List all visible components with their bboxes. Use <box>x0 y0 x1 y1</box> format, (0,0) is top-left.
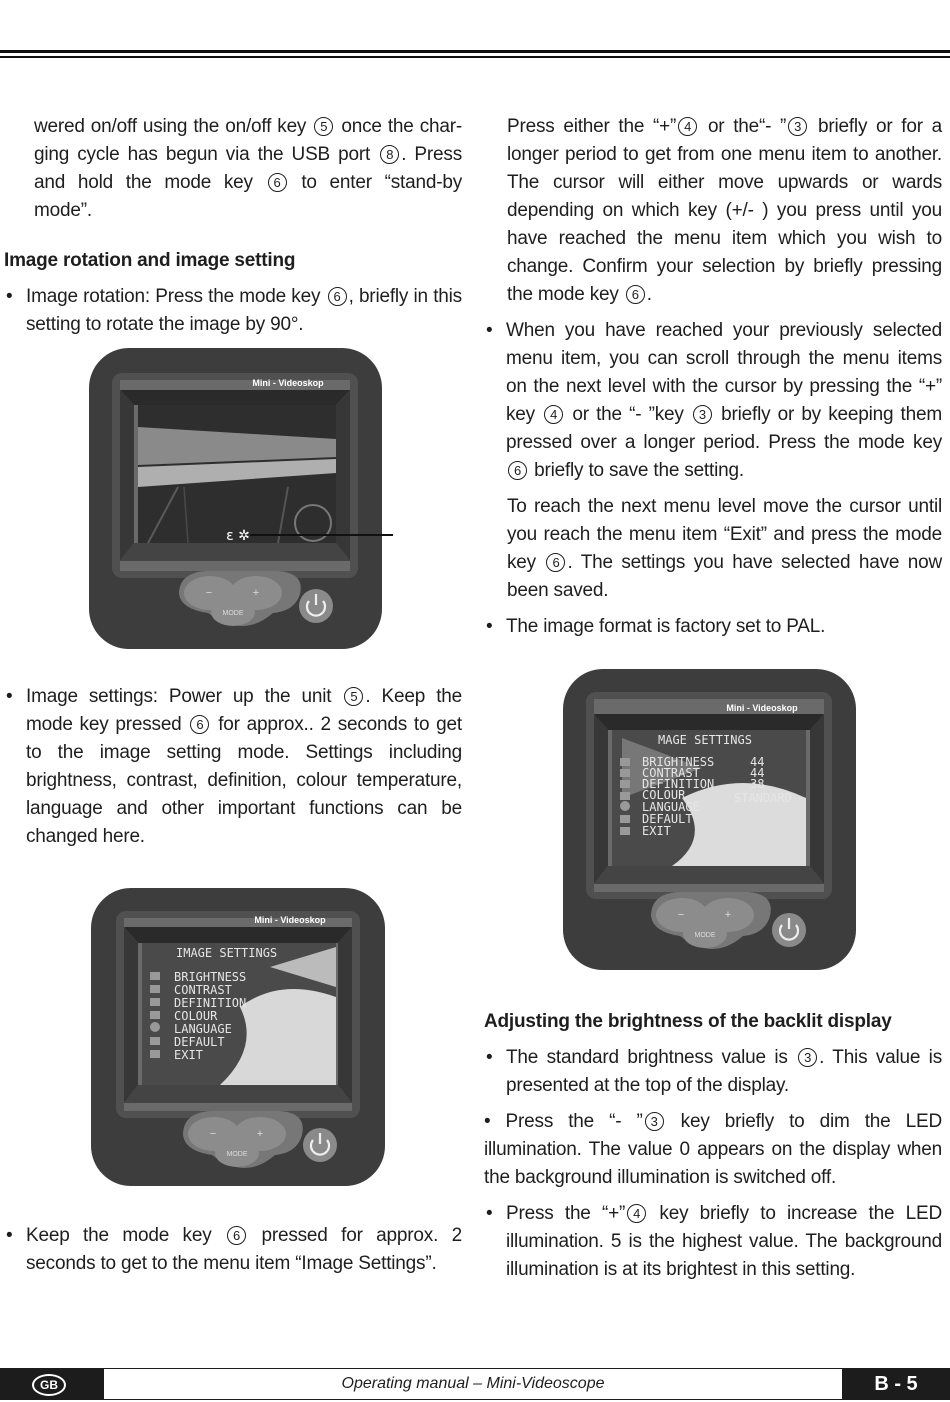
mode-key: MODE <box>694 932 716 939</box>
menu-item: BRIGHTNESS <box>174 970 247 984</box>
language-code: GB <box>32 1374 66 1396</box>
device-label: Mini - Videoskop <box>726 703 798 713</box>
device-label: Mini - Videoskop <box>254 915 326 925</box>
menu-item: COLOUR <box>642 788 686 802</box>
settings-bullet: • Image settings: Power up the unit 5 . Keep the mode key pressed 6 for approx.. 2 seconds to get to the image setting mode. Settings including brightness, contrast, definition, colour temperature, language and other important functions can be changed here. <box>6 686 463 847</box>
next-level-paragraph: To reach the next menu level move the cursor until you reach the menu item “Exit” and press the mode key 6 . The settings you have selected have now been saved. <box>507 496 942 601</box>
key-6-icon: 6 <box>546 553 565 572</box>
menu-item: CONTRAST <box>642 766 700 780</box>
plus-key: + <box>252 587 260 599</box>
menu-value: STANDARD <box>734 791 792 805</box>
section-heading-brightness: Adjusting the brightness of the backlit display <box>484 1011 892 1032</box>
menu-value: 38 <box>750 777 765 791</box>
device-label: Mini - Videoskop <box>252 378 324 388</box>
key-6-icon: 6 <box>268 173 287 192</box>
menu-item: CONTRAST <box>174 983 232 997</box>
menu-item: DEFAULT <box>642 812 693 826</box>
brightness-dim-paragraph: • Press the “- ” 3 key briefly to dim the LED illumination. The value 0 appears on the display when the background illumination is switched off. <box>484 1111 942 1188</box>
rotation-indicator-icon: ε ✲ <box>226 528 250 544</box>
menu-item: LANGUAGE <box>642 800 700 814</box>
plus-key: + <box>724 909 732 921</box>
menu-item: BRIGHTNESS <box>642 755 715 769</box>
menu-item: LANGUAGE <box>174 1022 232 1036</box>
rotation-bullet: • Image rotation: Press the mode key 6 , briefly in this setting to rotate the image by 90°. <box>6 286 462 335</box>
key-4-icon: 4 <box>627 1204 646 1223</box>
menu-item: COLOUR <box>174 1009 218 1023</box>
key-6-icon: 6 <box>227 1226 246 1245</box>
scroll-bullet: • When you have reached your previously selected menu item, you can scroll through the menu items on the next level with the cursor by pressing the “+” key 4 or the “- ”key 3 briefly or by keeping them pressed over a longer period. Press the mode key 6 briefly to save the setting. <box>486 320 942 481</box>
brightness-bullet-standard: • The standard brightness value is 3 . This value is presented at the top of the display. <box>486 1047 943 1096</box>
language-badge <box>0 1368 104 1400</box>
top-rule <box>0 50 950 53</box>
minus-key: − <box>205 587 213 599</box>
device-illustration-menu-values <box>562 668 862 973</box>
left-column-bottom <box>4 1222 462 1278</box>
device-illustration-menu <box>90 887 390 1189</box>
key-3-icon: 3 <box>788 117 807 136</box>
mode-key: MODE <box>222 610 244 617</box>
menu-item: EXIT <box>174 1048 203 1062</box>
menu-item: DEFINITION <box>642 777 715 791</box>
minus-key: − <box>209 1128 217 1140</box>
page-footer <box>0 1368 950 1400</box>
right-column-top <box>484 113 942 641</box>
page-number: B - 5 <box>842 1368 950 1400</box>
key-6-icon: 6 <box>190 715 209 734</box>
menu-navigation-paragraph: Press either the “+” 4 or the“- ” 3 briefly or for a longer period to get from one menu item to another. The cursor will either move upwards or wards depending on which key (+/- ) you press until you have reached the menu item which you wish to change. Confirm your selection by briefly pressing the mode key 6 . <box>507 116 942 305</box>
footer-title: Operating manual – Mini-Videoscope <box>104 1368 842 1400</box>
pal-bullet: • The image format is factory set to PAL. <box>486 616 826 637</box>
menu-title: MAGE SETTINGS <box>658 733 752 747</box>
key-5-icon: 5 <box>314 117 333 136</box>
left-column-middle <box>4 683 462 851</box>
menu-item: EXIT <box>642 824 671 838</box>
section-heading-rotation: Image rotation and image setting <box>4 250 296 271</box>
top-rule-thin <box>0 56 950 58</box>
right-column-bottom <box>484 1008 942 1284</box>
key-6-icon: 6 <box>328 287 347 306</box>
minus-key: − <box>677 909 685 921</box>
key-5-icon: 5 <box>344 687 363 706</box>
intro-paragraph: wered on/off using the on/off key 5 once the char- ging cycle has begun via the USB port 8 . Press and hold the mode key 6 to enter “stand-by mode”. <box>34 116 463 221</box>
mode-key: MODE <box>226 1151 248 1158</box>
menu-value: 44 <box>750 766 765 780</box>
key-4-icon: 4 <box>544 405 563 424</box>
key-3-icon: 3 <box>798 1048 817 1067</box>
menu-value: 44 <box>750 755 765 769</box>
device-illustration-rotation <box>88 347 398 652</box>
menu-item: DEFAULT <box>174 1035 225 1049</box>
left-column-top <box>4 113 462 339</box>
keep-mode-bullet: • Keep the mode key 6 pressed for approx. 2 seconds to get to the menu item “Image Settings”. <box>6 1225 462 1274</box>
menu-item: DEFINITION <box>174 996 247 1010</box>
key-6-icon: 6 <box>626 285 645 304</box>
key-3-icon: 3 <box>693 405 712 424</box>
brightness-bullet-increase: • Press the “+” 4 key briefly to increase the LED illumination. 5 is the highest value. The background illumination is at its brightest in this setting. <box>486 1203 942 1280</box>
key-8-icon: 8 <box>380 145 399 164</box>
key-3-icon: 3 <box>645 1112 664 1131</box>
key-6-icon: 6 <box>508 461 527 480</box>
menu-title: IMAGE SETTINGS <box>176 946 278 960</box>
key-4-icon: 4 <box>678 117 697 136</box>
plus-key: + <box>256 1128 264 1140</box>
